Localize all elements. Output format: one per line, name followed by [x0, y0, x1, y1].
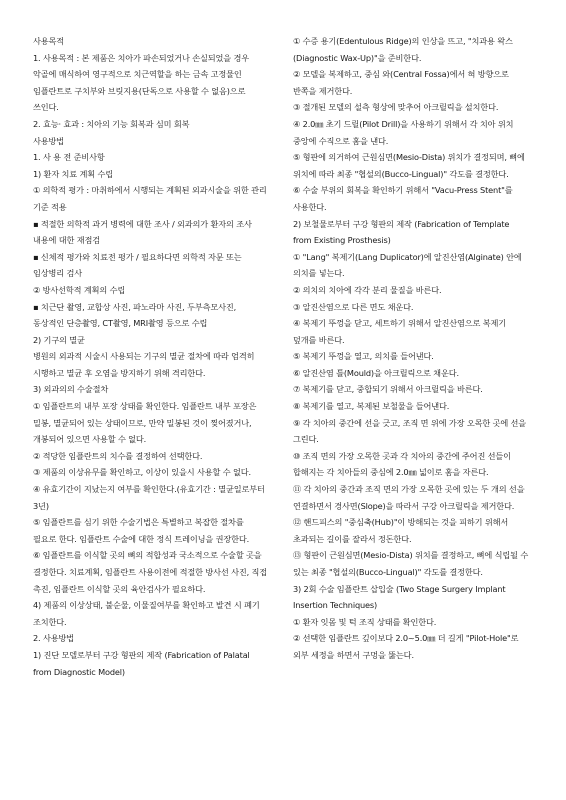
right-paragraph: ③ 알진산염으로 다른 면도 채운다. — [293, 301, 414, 312]
right-paragraph: ⑥ 알진산염 틀(Mould)을 아크릴릭으로 채운다. — [293, 367, 459, 378]
right-paragraph: ③ 절개된 모델의 설측 형상에 맞추어 아크릴릭을 설치한다. — [293, 102, 499, 113]
right-paragraph: ⑨ 각 치아의 중간에 선을 긋고, 조직 면 위에 가장 오목한 곳에 선을 그린다. — [293, 417, 527, 445]
left-paragraph: ① 의학적 평가 : 마취하에서 시행되는 계획된 외과시술을 위한 관리 기준 적용 — [33, 185, 267, 212]
right-paragraph: 2) 보철물로부터 구강 형판의 제작 (Fabrication of Template from Existing Prosthesis) — [293, 218, 510, 246]
right-paragraph: ⑤ 형판에 의거하여 근원심면(Mesio-Dista) 위치가 결정되며, 뼈에 위치에 따라 최종 "협설의(Bucco-Lingual)" 각도를 결정한다. — [293, 152, 525, 179]
right-paragraph: ① 환자 잇몸 및 턱 조직 상태를 확인한다. — [293, 616, 437, 627]
left-paragraph: 1) 환자 치료 계획 수립 — [33, 168, 113, 179]
right-paragraph: ⑧ 복제기를 열고, 복제된 보철물을 들어낸다. — [293, 401, 450, 412]
right-paragraph: ⑩ 조직 면의 가장 오목한 곳과 각 치아의 중간에 주어진 선들이 합해지는 각 치아들의 중심에 2.0㎜ 넓이로 홈을 자른다. — [293, 450, 511, 478]
right-paragraph: ⑦ 복제기를 닫고, 중합되기 위해서 아크릴릭을 바른다. — [293, 384, 483, 395]
right-paragraph: ④ 2.0㎜ 초기 드릴(Pilot Drill)을 사용하기 위해서 각 치아 위치 중앙에 수직으로 홈을 낸다. — [293, 118, 514, 146]
right-column — [293, 33, 529, 664]
right-paragraph: ④ 복제기 뚜껑을 닫고, 세트하기 위해서 알진산염으로 복제기 덮개를 바른다. — [293, 318, 507, 345]
right-paragraph: ① 수증 용기(Edentulous Ridge)의 인상을 뜨고, "치과용 왁스(Diagnostic Wax-Up)"을 준비한다. — [293, 36, 513, 63]
left-paragraph: ② 적당한 임플란트의 치수를 결정하여 선택한다. — [33, 450, 203, 461]
right-paragraph: ② 선택한 임플란트 깊이보다 2.0~5.0㎜ 더 길게 "Pilot-Hole"로 외부 세정을 하면서 구멍을 뚫는다. — [293, 633, 519, 660]
left-paragraph: 1. 사 용 전 준비사항 — [33, 152, 105, 163]
left-paragraph: 1) 진단 모델로부터 구강 형판의 제작 (Fabrication of Palatal from Diagnostic Model) — [33, 649, 250, 677]
left-paragraph: ② 방사선학적 계획의 수립 — [33, 284, 126, 295]
right-paragraph: ① "Lang" 복제기(Lang Duplicator)에 알진산염(Alginate) 안에 의치를 넣는다. — [293, 251, 522, 279]
right-paragraph: ⑤ 복제기 뚜껑을 열고, 의치를 들어낸다. — [293, 351, 434, 362]
left-paragraph: ▪ 신체적 평가와 치료전 평가 / 필요하다면 의학적 자문 또는 임상병리 검사 — [33, 251, 242, 279]
left-paragraph: ① 임플란트의 내부 포장 상태를 확인한다. 임플란트 내부 포장은 밀봉, 멸균되어 있는 상태이므로, 만약 밀봉된 것이 찢어졌거나, 개봉되어 있으면 사용할 수 없다. — [33, 401, 257, 445]
left-paragraph: ▪ 적절한 의학적 과거 병력에 대한 조사 / 외과의가 환자의 조사 내용에 대한 재점검 — [33, 218, 252, 246]
right-paragraph: ② 의치의 치아에 각각 분리 물질을 바른다. — [293, 284, 442, 295]
left-paragraph: 사용목적 — [33, 36, 65, 46]
left-paragraph: ⑥ 임플란트를 이식할 곳의 뼈의 적합성과 국소적으로 수술할 곳을 결정한다. 치료계획, 임플란트 사용이전에 적절한 방사선 사진, 직접 촉진, 임플란트 이식할 곳의 육안검사가 필요하다. — [33, 550, 268, 594]
left-paragraph: 4) 제품의 이상상태, 불순물, 이물질여부를 확인하고 발견 시 폐기 조치한다. — [33, 600, 260, 627]
left-paragraph: ④ 유효기간이 지났는지 여부를 확인한다.(유효기간 : 멸균일로부터 3년) — [33, 484, 265, 511]
right-paragraph: ② 모델을 복제하고, 중심 와(Central Fossa)에서 혀 방향으로 반쪽을 제거한다. — [293, 69, 509, 96]
left-paragraph: 병원의 외과적 시술시 사용되는 기구의 멸균 절차에 따라 엄격히 시행하고 멸균 후 오염을 방지하기 위해 격리한다. — [33, 351, 255, 378]
right-paragraph: 3) 2회 수술 임플란트 삽입술 (Two Stage Surgery Implant Insertion Techniques) — [293, 583, 506, 611]
left-paragraph: 3) 외과의의 수술절차 — [33, 384, 109, 395]
left-paragraph: ③ 제품의 이상유무를 확인하고, 이상이 있을시 사용할 수 없다. — [33, 467, 251, 478]
left-paragraph: 2) 기구의 멸균 — [33, 334, 85, 345]
right-paragraph: ⑫ 핸드피스의 "중심축(Hub)"이 방해되는 것을 피하기 위해서 초과되는 길이를 잘라서 정돈한다. — [293, 517, 509, 544]
right-paragraph: ⑪ 각 치아의 중간과 조직 면의 가장 오목한 곳에 있는 두 개의 선을 연결하면서 경사면(Slope)을 따라서 구강 아크릴릭을 제거한다. — [293, 484, 525, 511]
left-paragraph: 사용방법 — [33, 135, 65, 146]
left-paragraph: ▪ 치근단 촬영, 교합상 사진, 파노라마 사진, 두부측모사진, 동상적인 단층촬영, CT촬영, MRI촬영 등으로 수립 — [33, 301, 237, 329]
left-paragraph: ⑤ 임플란트를 심기 위한 수술기법은 특별하고 복잡한 절차를 필요로 한다. 임플란트 수술에 대한 정식 트레이닝을 권장한다. — [33, 517, 250, 544]
left-paragraph: 1. 사용목적 : 본 제품은 치아가 파손되었거나 손실되었을 경우 악골에 매식하여 영구적으로 치근역할을 하는 금속 고정물인 임플란트로 구치부와 브릿지용(단독으로 사용할 수 없음)으로 쓰인다. — [33, 52, 249, 113]
right-paragraph: ⑥ 수술 부위의 회복을 확인하기 위해서 "Vacu-Press Stent"를 사용한다. — [293, 185, 513, 212]
left-column — [33, 33, 269, 680]
left-paragraph: 2. 사용방법 — [33, 633, 75, 644]
right-paragraph: ⑬ 형판이 근원심면(Mesio-Dista) 위치를 결정하고, 뼈에 식립될 수 있는 최종 "협설의(Bucco-Lingual)" 각도를 결정한다. — [293, 550, 529, 577]
left-paragraph: 2. 효능· 효과 : 치아의 기능 회복과 심미 회복 — [33, 118, 190, 129]
